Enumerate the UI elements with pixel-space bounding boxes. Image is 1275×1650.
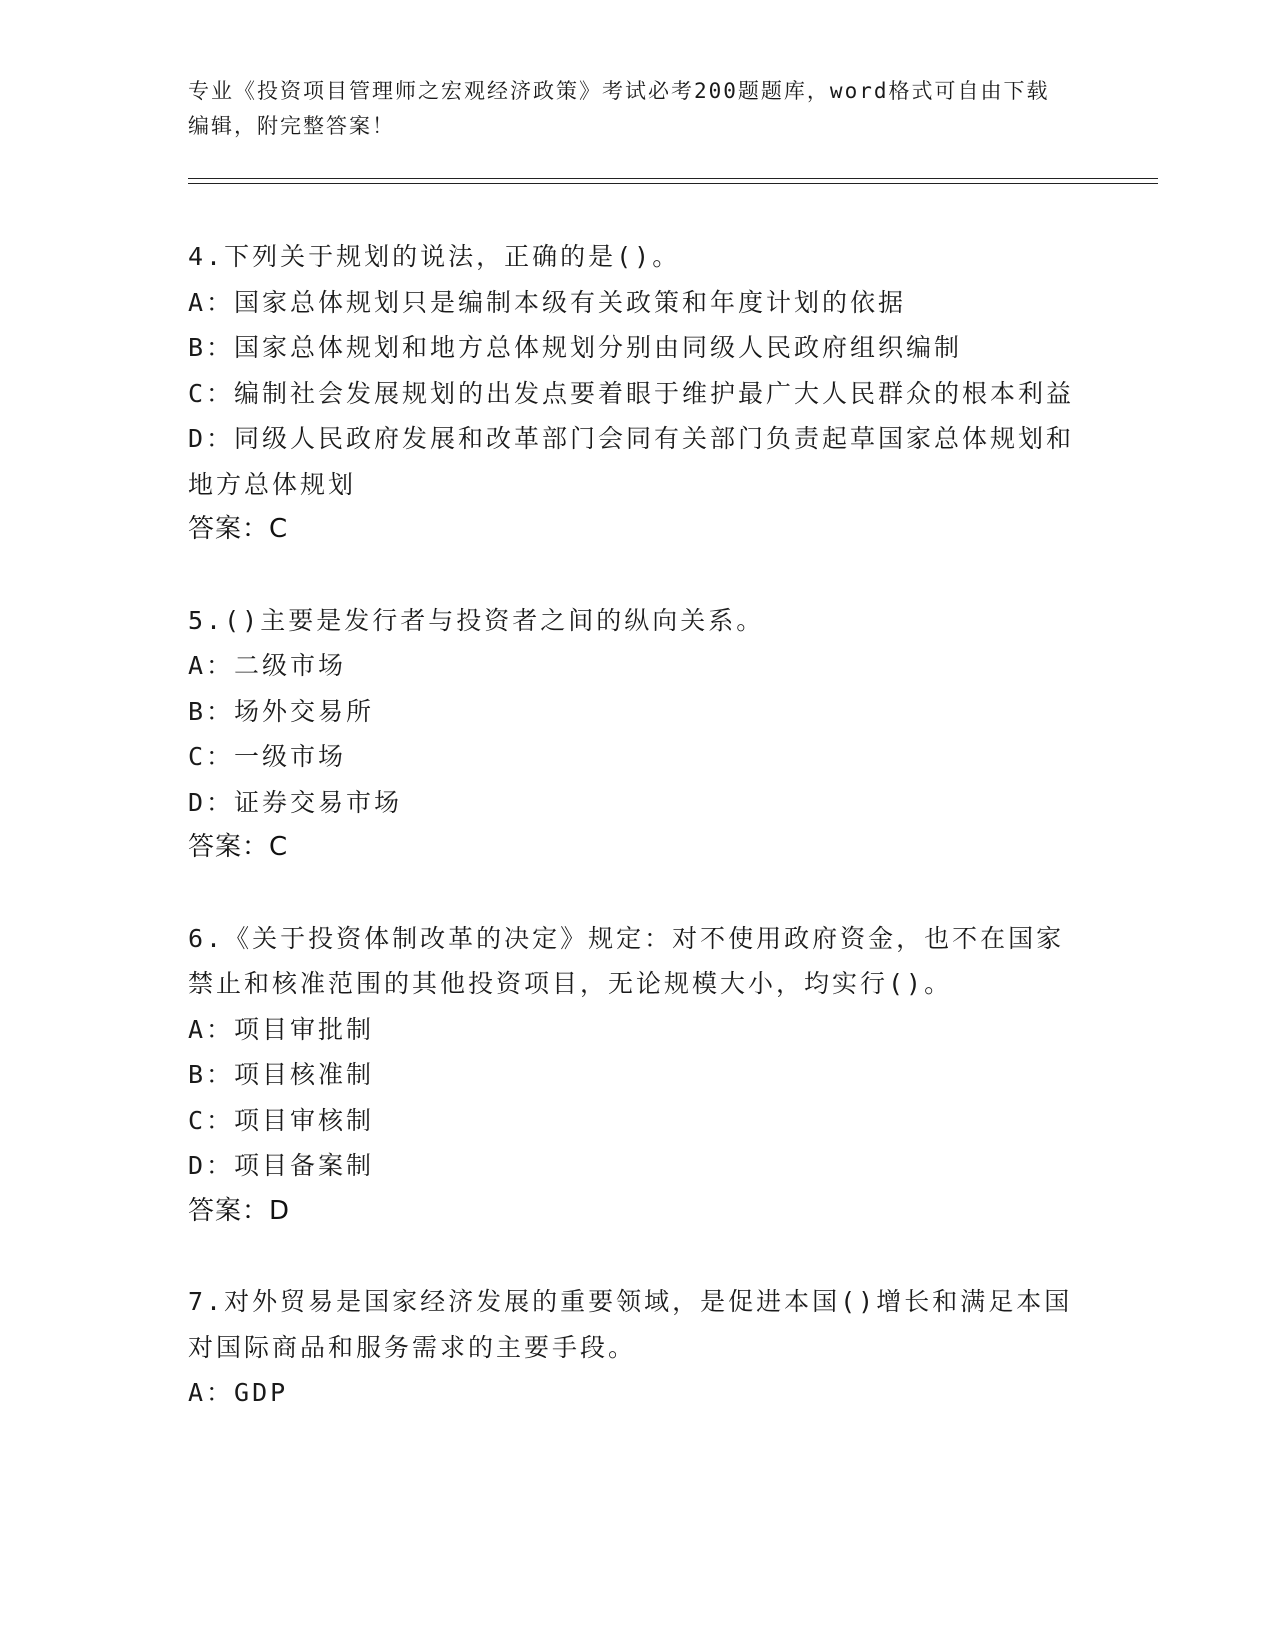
option-c: C：编制社会发展规划的出发点要着眼于维护最广大人民群众的根本利益 xyxy=(188,378,1075,408)
option-b: B：项目核准制 xyxy=(188,1060,375,1089)
option-b: B：场外交易所 xyxy=(188,696,375,726)
question-stem: 5.()主要是发行者与投资者之间的纵向关系。 xyxy=(188,605,765,635)
question-stem: 6.《关于投资体制改革的决定》规定：对不使用政府资金，也不在国家禁止和核准范围的其他投资项目，无论规模大小，均实行()。 xyxy=(188,923,1065,998)
option-b: B：国家总体规划和地方总体规划分别由同级人民政府组织编制 xyxy=(188,333,963,362)
question-7 xyxy=(188,1279,1088,1416)
header-double-rule xyxy=(188,178,1158,184)
answer-line: 答案：C xyxy=(188,832,289,862)
question-5 xyxy=(188,598,1088,871)
option-a: A：GDP xyxy=(188,1378,289,1407)
option-c: C：一级市场 xyxy=(188,742,347,771)
question-6 xyxy=(188,916,1088,1235)
document-header: 专业《投资项目管理师之宏观经济政策》考试必考200题题库，word格式可自由下载编辑，附完整答案！ xyxy=(188,79,1050,138)
question-stem: 7.对外贸易是国家经济发展的重要领域，是促进本国()增长和满足本国对国际商品和服务需求的主要手段。 xyxy=(188,1287,1073,1362)
answer-line: 答案：D xyxy=(188,1195,291,1226)
question-4 xyxy=(188,234,1088,553)
option-d: D：项目备案制 xyxy=(188,1151,375,1180)
answer-line: 答案：C xyxy=(188,514,289,544)
option-c: C：项目审核制 xyxy=(188,1105,375,1135)
question-stem: 4.下列关于规划的说法，正确的是()。 xyxy=(188,242,681,271)
question-list xyxy=(188,234,1088,1461)
option-a: A：二级市场 xyxy=(188,651,347,680)
option-d: D：同级人民政府发展和改革部门会同有关部门负责起草国家总体规划和地方总体规划 xyxy=(188,424,1075,499)
option-a: A：项目审批制 xyxy=(188,1014,375,1044)
option-a: A：国家总体规划只是编制本级有关政策和年度计划的依据 xyxy=(188,287,907,317)
option-d: D：证券交易市场 xyxy=(188,787,403,817)
